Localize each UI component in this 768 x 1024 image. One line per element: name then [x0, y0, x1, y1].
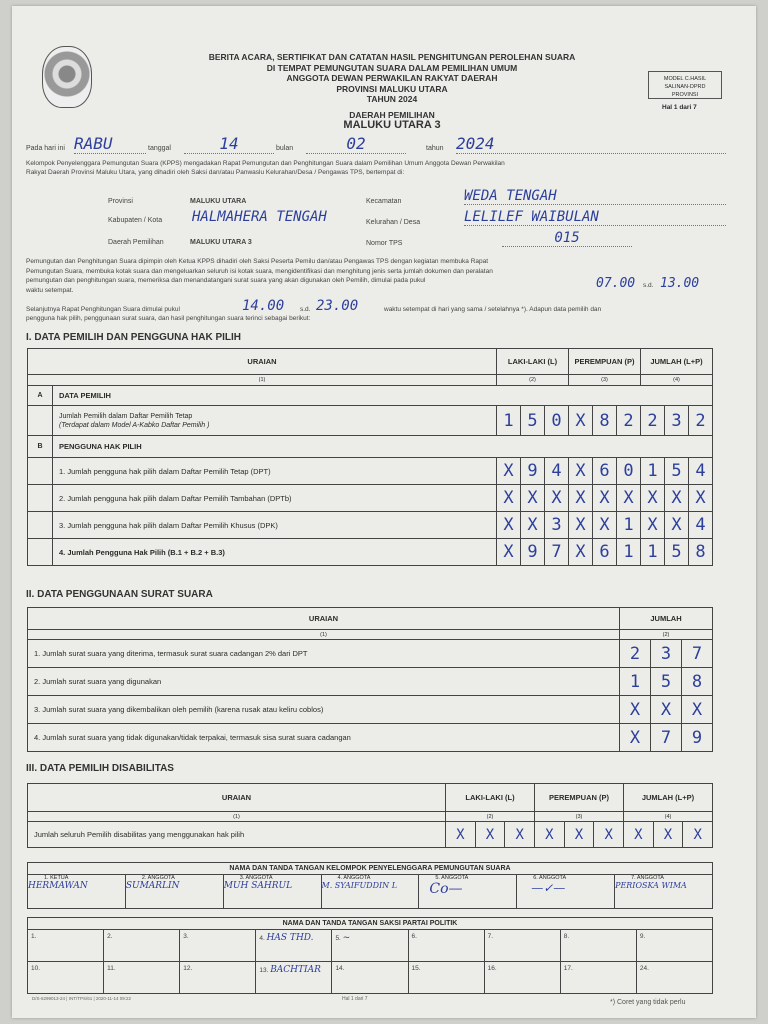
- digit-cell[interactable]: 6: [593, 458, 617, 485]
- saksi-number: 4.: [259, 935, 265, 942]
- saksi-cell[interactable]: 15.: [408, 962, 484, 994]
- saksi-cell[interactable]: 1.: [28, 930, 104, 962]
- digit-cell[interactable]: 1: [617, 539, 641, 566]
- saksi-table: [27, 917, 713, 994]
- digit-cell[interactable]: 2: [641, 406, 665, 436]
- footer-page: Hal 1 dari 7: [342, 996, 368, 1002]
- row-spacer: [28, 485, 53, 512]
- digit-cell[interactable]: X: [620, 724, 651, 752]
- col-jumlah: JUMLAH (L+P): [641, 349, 713, 375]
- digit-cell[interactable]: 5: [665, 539, 689, 566]
- col-num: (4): [641, 375, 713, 386]
- col-num: (1): [28, 630, 620, 640]
- col-num: (2): [497, 375, 569, 386]
- saksi-cell[interactable]: 2.: [104, 930, 180, 962]
- daerah-label: Daerah Pemilihan: [108, 239, 164, 246]
- kpps-signature: —✓—: [531, 881, 566, 895]
- kpps-signature: SUMARLIN: [125, 881, 180, 891]
- digit-cell[interactable]: 1: [617, 512, 641, 539]
- digit-cell[interactable]: X: [569, 458, 593, 485]
- digit-cell[interactable]: X: [497, 485, 521, 512]
- kpps-role: 6. ANGGOTA: [533, 875, 567, 881]
- saksi-signature: ~: [342, 933, 351, 943]
- digit-cell[interactable]: X: [682, 696, 713, 724]
- provinsi-label: Provinsi: [108, 198, 133, 205]
- kpps-signature: HERMAWAN: [28, 881, 88, 891]
- saksi-signature: BACHTIAR: [270, 965, 321, 975]
- digit-cell[interactable]: 7: [545, 539, 569, 566]
- saksi-cell[interactable]: [332, 930, 408, 962]
- digit-cell[interactable]: X: [569, 512, 593, 539]
- body-line: pemungutan dan penghitungan suara, memeriksa dan menandatangani surat suara yang akan digunakan oleh Pemilih, dimulai pada pukul: [26, 277, 426, 284]
- digit-cell[interactable]: X: [564, 822, 594, 848]
- pada-hari-label: Pada hari ini: [26, 145, 65, 152]
- col-laki: LAKI-LAKI (L): [497, 349, 569, 375]
- ss-row-label: 4. Jumlah surat suara yang tidak digunakan/tidak terpakai, termasuk sisa surat suara cadangan: [28, 724, 620, 752]
- digit-cell[interactable]: 4: [545, 458, 569, 485]
- section-3-table: [27, 783, 713, 848]
- digit-cell[interactable]: X: [620, 696, 651, 724]
- saksi-number: 5.: [335, 935, 341, 942]
- digit-cell[interactable]: X: [569, 406, 593, 436]
- section-1-title: I. DATA PEMILIH DAN PENGGUNA HAK PILIH: [26, 332, 241, 343]
- kpps-signature: Co—: [429, 881, 463, 897]
- saksi-cell[interactable]: 10.: [28, 962, 104, 994]
- rapat-text-b: waktu setempat di hari yang sama / setelahnya *). Adapun data pemilih dan: [384, 306, 602, 313]
- col-laki: LAKI-LAKI (L): [446, 784, 535, 812]
- digit-cell[interactable]: X: [535, 822, 565, 848]
- digit-cell[interactable]: 3: [665, 406, 689, 436]
- model-box: [648, 71, 722, 99]
- saksi-cell[interactable]: 9.: [636, 930, 712, 962]
- kpps-signature-cell[interactable]: [321, 875, 419, 909]
- intro-line: Rakyat Daerah Provinsi Maluku Utara, yang dihadiri oleh Saksi dan/atau Panwaslu Kelurahan/Desa / Pengawas TPS, bertempat di:: [26, 169, 405, 176]
- kpps-signature-cell[interactable]: [223, 875, 321, 909]
- saksi-cell[interactable]: 6.: [408, 930, 484, 962]
- digit-cell[interactable]: 0: [545, 406, 569, 436]
- intro-line: Kelompok Penyelenggara Pemungutan Suara (KPPS) mengadakan Rapat Pemungutan dan Penghitungan Suara dalam Pemilihan Umum Anggota Dewan Perwakilan: [26, 160, 505, 167]
- digit-cell[interactable]: X: [641, 512, 665, 539]
- digit-cell[interactable]: 8: [689, 539, 713, 566]
- col-num: (3): [569, 375, 641, 386]
- digit-cell[interactable]: 8: [682, 668, 713, 696]
- digit-cell[interactable]: 1: [497, 406, 521, 436]
- hari-field[interactable]: RABU: [74, 134, 146, 154]
- digit-cell[interactable]: 7: [651, 724, 682, 752]
- b1-row-label: 1. Jumlah pengguna hak pilih dalam Daftar Pemilih Tetap (DPT): [53, 458, 497, 485]
- section-2-title: II. DATA PENGGUNAAN SURAT SUARA: [26, 589, 213, 600]
- kpps-role: 4. ANGGOTA: [337, 875, 371, 881]
- form-paper: [12, 6, 756, 1018]
- digit-cell[interactable]: 5: [651, 668, 682, 696]
- kpps-signature-title: NAMA DAN TANDA TANGAN KELOMPOK PENYELENGGARA PEMUNGUTAN SUARA: [28, 863, 713, 875]
- kpps-signature-cell[interactable]: [517, 875, 615, 909]
- provinsi-value: MALUKU UTARA: [190, 198, 247, 205]
- kpps-signature-cell[interactable]: [615, 875, 713, 909]
- signature-table: [27, 862, 713, 909]
- digit-cell[interactable]: 8: [593, 406, 617, 436]
- col-jumlah: JUMLAH: [620, 608, 713, 630]
- row-spacer: [28, 458, 53, 485]
- col-num: (2): [446, 812, 535, 822]
- row-spacer: [28, 406, 53, 436]
- row-spacer: [28, 539, 53, 566]
- title-line: BERITA ACARA, SERTIFIKAT DAN CATATAN HASIL PENGHITUNGAN PEROLEHAN SUARA: [208, 52, 576, 62]
- digit-cell[interactable]: 7: [682, 640, 713, 668]
- b3-row-label: 3. Jumlah pengguna hak pilih dalam Daftar Pemilih Khusus (DPK): [53, 512, 497, 539]
- digit-cell[interactable]: X: [475, 822, 505, 848]
- time-end-field[interactable]: 13.00: [660, 276, 700, 291]
- title-line: TAHUN 2024: [366, 94, 418, 104]
- kpps-role: 7. ANGGOTA: [631, 875, 664, 881]
- digit-cell[interactable]: 5: [521, 406, 545, 436]
- rapat-sd-label: s.d.: [300, 306, 311, 313]
- time-sd-label: s.d.: [643, 282, 654, 289]
- digit-cell[interactable]: X: [569, 485, 593, 512]
- digit-cell[interactable]: X: [594, 822, 624, 848]
- col-num: (1): [28, 375, 497, 386]
- saksi-cell[interactable]: 3.: [180, 930, 256, 962]
- saksi-cell[interactable]: 12.: [180, 962, 256, 994]
- digit-cell[interactable]: 1: [620, 668, 651, 696]
- section-3-title: III. DATA PEMILIH DISABILITAS: [26, 763, 174, 774]
- kpps-role: 2. ANGGOTA: [141, 875, 175, 881]
- body-line: Pemungutan Suara, membuka kotak suara dan mengeluarkan seluruh isi kotak suara, mengidentifikasi dan menghitung jenis serta jumlah dokumen dan peralatan: [26, 267, 493, 275]
- saksi-cell[interactable]: 11.: [104, 962, 180, 994]
- model-box-line: PROVINSI: [671, 92, 699, 98]
- body-line: waktu setempat.: [26, 286, 74, 294]
- rapat-text-c: pengguna hak pilih, penggunaan surat suara, dan hasil penghitungan suara terinci sebagai berikut:: [26, 315, 311, 322]
- section-2-table: [27, 607, 713, 752]
- col-uraian: URAIAN: [28, 608, 620, 630]
- ss-row-label: 3. Jumlah surat suara yang dikembalikan oleh pemilih (karena rusak atau keliru coblos): [28, 696, 620, 724]
- digit-cell[interactable]: X: [545, 485, 569, 512]
- kpu-logo: [42, 46, 92, 108]
- digit-cell[interactable]: X: [521, 485, 545, 512]
- col-num: (4): [624, 812, 713, 822]
- col-uraian: URAIAN: [28, 784, 446, 812]
- data-pemilih-heading: DATA PEMILIH: [53, 386, 713, 406]
- body-line: Pemungutan dan Penghitungan Suara dipimpin oleh Ketua KPPS dihadiri oleh Saksi Peserta Pemilu dan/atau Pengawas TPS dengan kegiatan membuka Rapat: [26, 258, 489, 265]
- model-box-line: SALINAN-DPRD: [664, 84, 706, 90]
- row-spacer: [28, 512, 53, 539]
- digit-cell[interactable]: X: [683, 822, 713, 848]
- b2-row-label: 2. Jumlah pengguna hak pilih dalam Daftar Pemilih Tambahan (DPTb): [53, 485, 497, 512]
- digit-cell[interactable]: X: [689, 485, 713, 512]
- digit-cell[interactable]: X: [624, 822, 654, 848]
- digit-cell[interactable]: X: [665, 512, 689, 539]
- digit-cell[interactable]: 2: [689, 406, 713, 436]
- saksi-signature-title: NAMA DAN TANDA TANGAN SAKSI PARTAI POLITIK: [28, 918, 713, 930]
- daerah-pemilihan-value: MALUKU UTARA 3: [343, 119, 441, 131]
- digit-cell[interactable]: 3: [545, 512, 569, 539]
- rapat-text-a: Selanjutnya Rapat Penghitungan Suara dimulai pukul: [26, 306, 180, 313]
- kabupaten-label: Kabupaten / Kota: [108, 217, 163, 224]
- time-start-field[interactable]: 07.00: [596, 276, 636, 291]
- digit-cell[interactable]: 1: [641, 539, 665, 566]
- footer-code: D/S-6299013-24 | INT/TPS/61 | 2020-11-14 09:22: [32, 996, 132, 1001]
- kpps-role: 3. ANGGOTA: [239, 875, 273, 881]
- digit-cell[interactable]: 9: [682, 724, 713, 752]
- saksi-number: 13.: [259, 967, 269, 974]
- digit-cell[interactable]: X: [653, 822, 683, 848]
- model-box-line: MODEL C.HASIL: [663, 76, 707, 82]
- digit-cell[interactable]: X: [446, 822, 476, 848]
- digit-cell[interactable]: X: [497, 458, 521, 485]
- digit-cell[interactable]: X: [521, 512, 545, 539]
- kelurahan-label: Kelurahan / Desa: [366, 219, 421, 226]
- digit-cell[interactable]: 6: [593, 539, 617, 566]
- digit-cell[interactable]: 3: [651, 640, 682, 668]
- digit-cell[interactable]: X: [505, 822, 535, 848]
- col-num: (3): [535, 812, 624, 822]
- tps-label: Nomor TPS: [366, 240, 403, 247]
- daerah-pemilihan-label: DAERAH PEMILIHAN: [349, 110, 435, 120]
- digit-cell[interactable]: 1: [641, 458, 665, 485]
- b4-row-label: 4. Jumlah Pengguna Hak Pilih (B.1 + B.2 + B.3): [53, 539, 497, 566]
- pengguna-heading: PENGGUNA HAK PILIH: [53, 436, 713, 458]
- tps-value[interactable]: 015: [502, 230, 632, 247]
- dpt-row-line: Jumlah Pemilih dalam Daftar Pemilih Tetap: [59, 412, 193, 420]
- intro-paragraph: [26, 159, 736, 177]
- digit-cell[interactable]: 4: [689, 512, 713, 539]
- digit-cell[interactable]: 5: [665, 458, 689, 485]
- col-num: (2): [620, 630, 713, 640]
- kecamatan-label: Kecamatan: [366, 198, 402, 205]
- col-num: (1): [28, 812, 446, 822]
- saksi-cell[interactable]: 16.: [484, 962, 560, 994]
- tanggal-field[interactable]: 14: [184, 134, 274, 154]
- dpt-row-line: (Terdapat dalam Model A-Kabko Daftar Pemilih ): [59, 421, 210, 429]
- kpps-role: 1. KETUA: [44, 875, 69, 881]
- bulan-label: bulan: [276, 145, 294, 152]
- kelurahan-value[interactable]: LELILEF WAIBULAN: [464, 209, 726, 226]
- digit-cell[interactable]: X: [617, 485, 641, 512]
- row-letter: B: [28, 436, 53, 458]
- digit-cell[interactable]: 2: [617, 406, 641, 436]
- bulan-field[interactable]: 02: [306, 134, 406, 154]
- disabilitas-row-label: Jumlah seluruh Pemilih disabilitas yang menggunakan hak pilih: [28, 822, 446, 848]
- footer-note: *) Coret yang tidak perlu: [610, 999, 686, 1006]
- kpps-signature-cell[interactable]: [419, 875, 517, 909]
- kpps-signature: PERIOSKA WIMA: [615, 881, 687, 890]
- saksi-cell[interactable]: 14.: [332, 962, 408, 994]
- kpps-signature-cell[interactable]: [125, 875, 223, 909]
- form-title: [142, 52, 642, 105]
- daerah-value: MALUKU UTARA 3: [190, 239, 252, 246]
- digit-cell[interactable]: X: [569, 539, 593, 566]
- digit-cell[interactable]: X: [665, 485, 689, 512]
- row-letter: A: [28, 386, 53, 406]
- digit-cell[interactable]: X: [593, 485, 617, 512]
- tahun-field[interactable]: 2024: [456, 134, 726, 154]
- col-jumlah: JUMLAH (L+P): [624, 784, 713, 812]
- col-uraian: URAIAN: [28, 349, 497, 375]
- rapat-time-end[interactable]: 23.00: [316, 298, 359, 314]
- kecamatan-value[interactable]: WEDA TENGAH: [464, 188, 726, 205]
- page-indicator: Hal 1 dari 7: [662, 104, 697, 111]
- digit-cell[interactable]: X: [497, 539, 521, 566]
- digit-cell[interactable]: 9: [521, 539, 545, 566]
- saksi-cell[interactable]: [256, 930, 332, 962]
- kpps-role: 5. ANGGOTA: [435, 875, 469, 881]
- digit-cell[interactable]: 0: [617, 458, 641, 485]
- digit-cell[interactable]: X: [651, 696, 682, 724]
- saksi-cell[interactable]: [256, 962, 332, 994]
- saksi-cell[interactable]: 7.: [484, 930, 560, 962]
- digit-cell[interactable]: 9: [521, 458, 545, 485]
- kpps-signature: M. SYAIFUDDIN L: [321, 881, 398, 890]
- section-1-table: [27, 348, 713, 566]
- saksi-cell[interactable]: 24.: [636, 962, 712, 994]
- saksi-cell[interactable]: 17.: [560, 962, 636, 994]
- saksi-cell[interactable]: 8.: [560, 930, 636, 962]
- tanggal-label: tanggal: [148, 145, 171, 152]
- title-line: PROVINSI MALUKU UTARA: [336, 83, 448, 94]
- tahun-label: tahun: [426, 145, 444, 152]
- kpps-signature-cell[interactable]: [28, 875, 126, 909]
- digit-cell[interactable]: X: [641, 485, 665, 512]
- rapat-time-start[interactable]: 14.00: [242, 298, 285, 314]
- ss-row-label: 1. Jumlah surat suara yang diterima, termasuk surat suara cadangan 2% dari DPT: [28, 640, 620, 668]
- ss-row-label: 2. Jumlah surat suara yang digunakan: [28, 668, 620, 696]
- title-line: DI TEMPAT PEMUNGUTAN SUARA DALAM PEMILIHAN UMUM: [266, 62, 518, 73]
- col-perempuan: PEREMPUAN (P): [569, 349, 641, 375]
- digit-cell[interactable]: X: [497, 512, 521, 539]
- kabupaten-value[interactable]: HALMAHERA TENGAH: [192, 209, 327, 225]
- title-line: ANGGOTA DEWAN PERWAKILAN RAKYAT DAERAH: [286, 73, 498, 83]
- col-perempuan: PEREMPUAN (P): [535, 784, 624, 812]
- saksi-signature: HAS THD.: [266, 933, 314, 943]
- digit-cell[interactable]: 4: [689, 458, 713, 485]
- digit-cell[interactable]: 2: [620, 640, 651, 668]
- dpt-row-label: [53, 406, 497, 436]
- digit-cell[interactable]: X: [593, 512, 617, 539]
- kpps-signature: MUH SAHRUL: [223, 881, 293, 891]
